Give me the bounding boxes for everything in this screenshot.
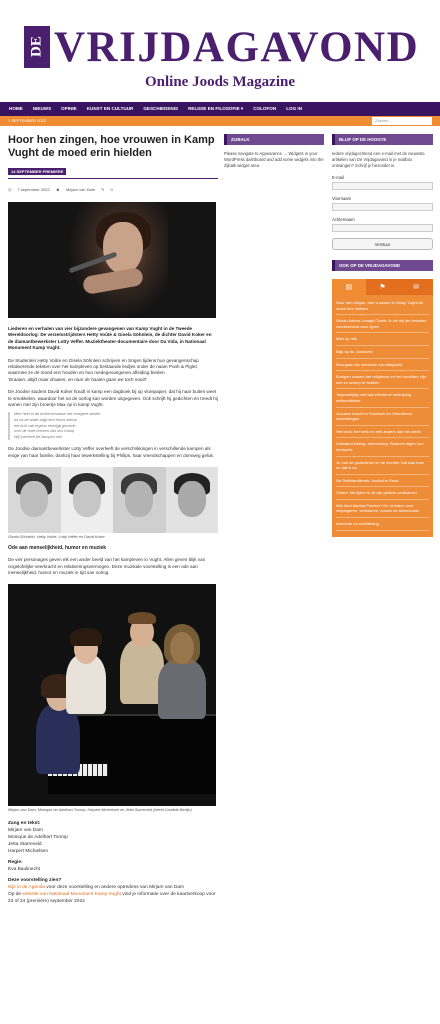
portrait-david [166,467,219,533]
newsletter-text: Iedere vrijdagochtend een e-mail met de nieuwste artikelen van De Vrijdagavond in je mailbox ontvangen? Schrijf je hieronder in. [332,151,425,168]
article-author[interactable]: Mirjam van Dam [65,187,96,192]
portrait-lotty [113,467,166,533]
cast-caption: Mirjam van Dam, Monique de Adelhart Toorop, Harpert Michielsen en Jetta Starreveld (beeld Candide Berlijn) [8,808,192,813]
article-subheading: Ode aan menselijkheid, humor en muziek [8,545,107,552]
recent-post[interactable]: Je had de godsdienst en de dochter Dat was toen en dat is nu [336,457,429,475]
comment-count[interactable]: 0 [110,187,113,192]
site-tagline: Online Joods Magazine [144,74,295,90]
site-logo[interactable] [24,22,419,74]
category-line [8,160,218,179]
nav-colofon[interactable]: COLOFON [253,106,277,111]
recent-post[interactable]: Joodsen inzicht in Russisch en Oekraïense vluchtelingen [336,408,429,426]
portrait-caption: Gisela Söhnlein, Hetty Voûte, Lotty Veffer en David Koker [8,535,105,540]
poem-line: Wij overleeft de kampen niet [14,434,62,439]
portrait-gisela [8,467,61,533]
zijbalk-heading: ZIJBALK [224,134,324,145]
tab-recent[interactable] [332,279,366,295]
nav-nieuws[interactable]: NIEUWS [32,106,52,111]
widget-tabs [332,279,433,295]
cast-photo [8,584,216,806]
article [8,134,218,905]
nav-kunst-en-cultuur[interactable]: KUNST EN CULTUUR [86,106,134,111]
sidebar-right [332,134,433,537]
last-name-field[interactable] [332,224,433,232]
search-input[interactable]: Zoeken... [372,117,432,125]
article-paragraph-3: De Joodse diamantbewerkster Lotty Veffer overleeft de verschrikkingen in verschillende kampen als enige van haar familie, dankzij haar tewerkstelling bij Philips, haar vriendschappen en domweg geluk. [8,446,215,458]
credits-label: Zang en tekst: [8,821,41,827]
where-label: Deze voorstelling zien? [8,878,62,884]
kamp-vught-link[interactable]: website van Nationaal Monument Kamp Vught [22,892,121,898]
poem-block [8,412,218,440]
article-title: Hoor hen zingen, hoe vrouwen in Kamp Vught de moed erin hielden [8,134,215,159]
recent-post[interactable]: Hoor hen zingen, hoe vrouwen in Kamp Vught de moed erin hielden [336,297,429,315]
agenda-link[interactable]: Kijk in de Agenda [8,885,46,891]
current-date: 1 SEPTEMBER 2022 [8,118,47,123]
article-paragraph-2: De Joodse student David Koker houdt in kamp een dagboek bij op vloeipapier, dat hij naar buiten weet te smokkelen, waardoor het na de oorlog kan worden uitgegeven. Ook schrijft hij gedichten en treedt hij samen met zijn broertje Max op in kamp Vught. [8,389,218,408]
email-field[interactable] [332,182,433,190]
recent-post[interactable]: Chaim: het lijden is uit zijn gedicht verdwenen [336,487,429,500]
tab-tags[interactable] [366,279,400,295]
logo-word: VRIJDAGAVOND [54,24,420,71]
article-paragraph-4: De vier personages geven elk een ander beeld van het kampleven in Vught. Allen geven blijk van ongelofelijke veerkracht en relativeringsvermogen. Deze muzikale voorstelling is een ode aan menselijkheid, humor en muziek in tijd van oorlog. [8,557,206,576]
credit-name: Monique de Adelhart Toorop [8,835,68,841]
main-navigation [0,102,440,116]
first-name-label: Voornaam [332,196,352,201]
article-paragraph-1: De Studenten Hetty Voûte en Gisela Söhnlein schrijven en zingen tijdens hun gevangenschap relativerende teksten over het kampleven op bestaande liedjes onder de naam Pooh & Piglet, waarmee ze de moed erin houden en hun medegevangenen afleiding bieden. [8,357,199,376]
poem-line: en uit de stalle stijgt een hoors stemp [14,418,77,423]
sidebar-zijbalk [224,134,324,169]
where-line-1: Kijk in de Agenda voor deze voorstelling en andere optredens van Mirjam van Dam [8,885,184,891]
first-name-field[interactable] [332,203,433,211]
poem-line: over de rode hoeven van ons Kamp [14,429,75,434]
article-quote: 'Draaien, altijd maar draaien, en naar de haaien gaan we toch nooit!' [8,376,147,382]
last-name-label: Achternaam [332,217,355,222]
nav-opinie[interactable]: OPINIE [61,106,77,111]
recent-post[interactable]: Het werk; het werk en niet anders dan het werk! [336,426,429,439]
article-date: 7 september 2022 [17,187,50,192]
logo-side-text: DE [24,26,50,68]
comments-icon: ✉ [413,284,420,291]
recent-post[interactable]: Man op reis [336,333,429,346]
tag-icon: ⚑ [379,284,386,291]
portrait-strip [8,467,218,533]
nav-religie-en-filosofie[interactable]: RELIGIE EN FILOSOFIE ▾ [188,106,244,111]
credits [8,820,218,905]
recent-post[interactable]: Blijk op de Joodsche [336,346,429,359]
recent-post[interactable]: De Gelbhardtiende Joodsche Raad [336,475,429,488]
tab-comments[interactable] [399,279,433,295]
regie-label: Regie: [8,860,23,866]
recent-post[interactable]: Tegenstrijdig met wat effectieve bestrijding antisemitisme [336,389,429,407]
recent-posts-list [332,295,433,537]
recent-post[interactable]: Armoede en verbittering [336,518,429,531]
email-label: E-mail [332,175,344,180]
poem-line: het licht valt ergens eenzijgt gevrede [14,423,76,428]
credit-name: Jetta Starreveld [8,842,42,848]
nav-geschiedenis[interactable]: GESCHIEDENIS [143,106,179,111]
poem-line: Men heet in de achterschaduw het vroegere steden [14,412,101,417]
category-badge[interactable]: 14 SEPTEMBER PREMIERE [8,168,66,175]
user-icon: ☻ [55,187,60,192]
recent-post[interactable]: Doorgaan als mensche van fatsgheid [336,359,429,372]
zijbalk-text: Please navigate to Appearance → Widgets in your WordPress dashboard and add some widgets into the Zijbalk widget area. [224,151,324,168]
newsletter-heading: BLIJF OP DE HOOGTE [332,134,433,145]
recent-post[interactable]: Duitsland leiding, herinnering: Waarom eigen hun drempels [336,438,429,456]
comment-icon: ✎ [101,187,105,192]
where-line-2: Op de website van Nationaal Monument Kamp Vught vind je informatie over de kaartverkoop voor 23 of 24 (première) september 2022 [8,892,216,905]
list-icon: ▤ [345,284,353,291]
also-heading: OOK OP DE VRIJDAGAVOND [332,260,433,271]
recent-post[interactable]: Eenigen zussen het religieuze en het seculiere zijn niet zo scherp te trekken [336,371,429,389]
credit-name: Mirjam van Dam [8,828,43,834]
submit-button[interactable]: Verstuur [332,238,433,250]
regie-name: Eva Baulinecht [8,867,40,873]
nav-home[interactable]: HOME [9,106,23,111]
credit-name: Harpert Michielsen [8,849,48,855]
nav-log-in[interactable]: LOG IN [286,106,303,111]
recent-post[interactable]: Shirah Adena Lenaghi Tamir: Ik zie mij als bewaker voortkomend voor rijpen [336,315,429,333]
clock-icon: ◷ [8,187,12,192]
portrait-hetty [61,467,114,533]
sub-bar [0,116,440,126]
article-meta [8,187,218,192]
recent-post[interactable]: Wie kent Martha Pachter? En verhalen over verjongeren, verdweren, ouwes en steenzuster [336,500,429,518]
article-intro: Liederen en verhalen van vier bijzondere gevangenen van Kamp Vught in de Tweede Wereldoorlog: De verzetsstrijdsters Hetty Voûte & Gisela Söhnlein, de dichter David Koker en de diamantbewerkster Lotty Veffer. Muziektheater-documentaire door Da Vida, in Nationaal Monument Kamp Vught. [8,326,212,351]
singer-photo [8,202,216,318]
